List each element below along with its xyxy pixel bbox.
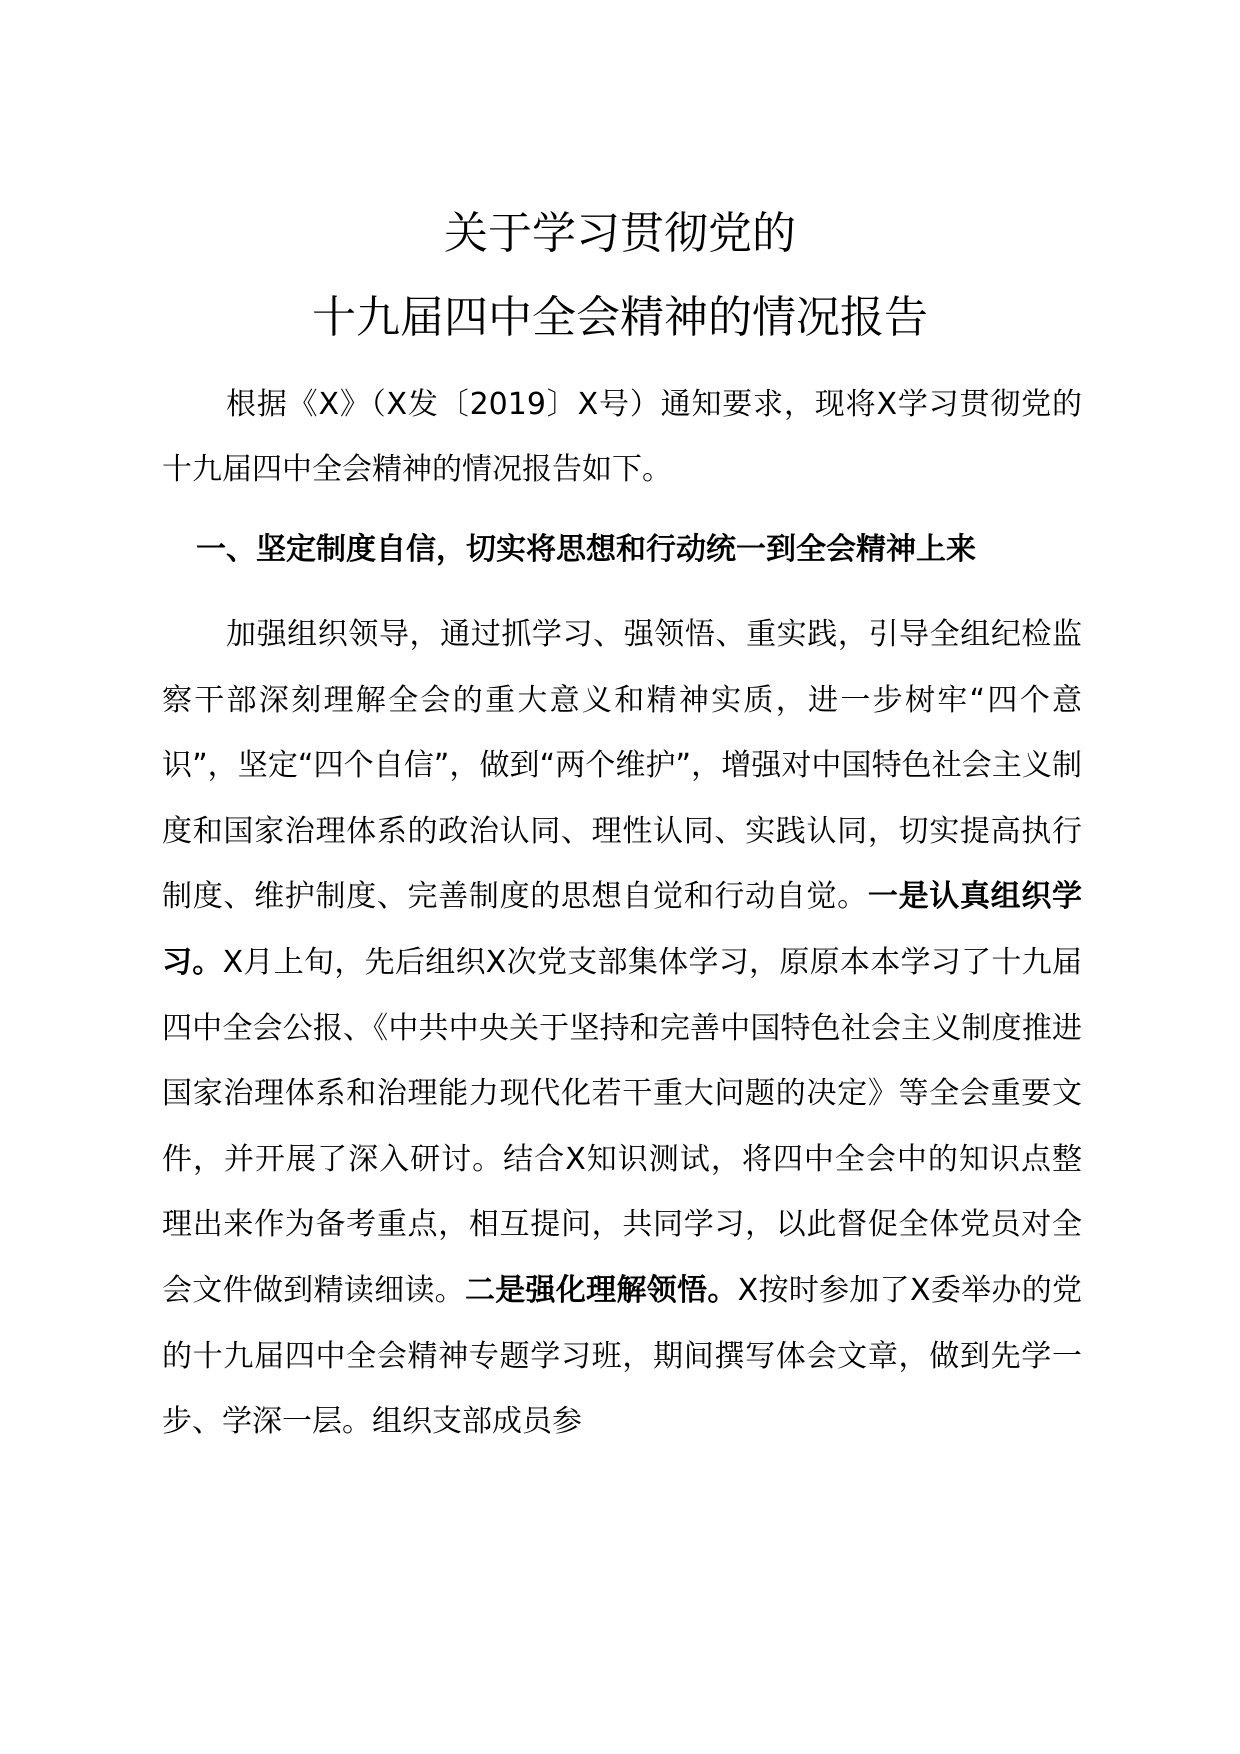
body-paragraph bbox=[162, 602, 1082, 1455]
section-heading: 一、坚定制度自信，切实将思想和行动统一到全会精神上来 bbox=[196, 532, 976, 567]
intro-paragraph: 根据《X》（X发〔2019〕X号）通知要求，现将X学习贯彻党的十九届四中全会精神的情况报告如下。 bbox=[162, 387, 1082, 487]
bold-point-1: 一是认真组织学习。 bbox=[162, 879, 1083, 980]
document-title-line1: 关于学习贯彻党的 bbox=[444, 208, 796, 259]
bold-point-2: 二是强化理解领悟。 bbox=[464, 1272, 738, 1308]
body-text-part3: X按时参加了X委举办的党的十九届四中全会精神专题学习班，期间撰写体会文章，做到先学一步、学深一层。组织支部成员参 bbox=[162, 1272, 1083, 1440]
document-title-line2: 十九届四中全会精神的情况报告 bbox=[312, 292, 928, 343]
body-text-part1: 加强组织领导，通过抓学习、强领悟、重实践，引导全组纪检监察干部深刻理解全会的重大意义和精神实质，进一步树牢“四个意识”，坚定“四个自信”，做到“两个维护”，增强对中国特色社会主义制度和国家治理体系的政治认同、理性认同、实践认同，切实提高执行制度、维护制度、完善制度的思想自觉和行动自觉。 bbox=[162, 617, 1082, 915]
body-text-part2: X月上旬，先后组织X次党支部集体学习，原原本本学习了十九届四中全会公报、《中共中央关于坚持和完善中国特色社会主义制度推进国家治理体系和治理能力现代化若干重大问题的决定》等全会重要文件，并开展了深入研讨。结合X知识测试，将四中全会中的知识点整理出来作为备考重点，相互提问，共同学习，以此督促全体党员对全会文件做到精读细读。 bbox=[162, 944, 1082, 1308]
